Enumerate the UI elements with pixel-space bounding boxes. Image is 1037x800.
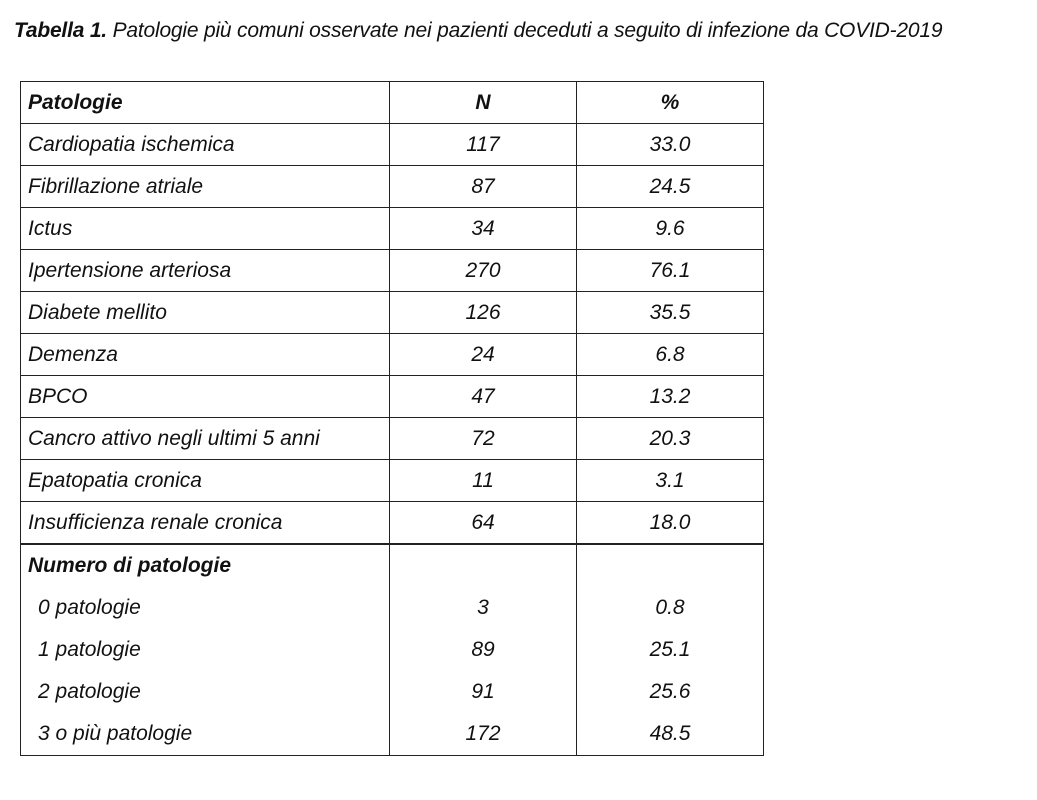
row-pathology-name: BPCO (21, 376, 390, 418)
caption-label: Tabella 1. (14, 19, 107, 42)
row-percent: 13.2 (577, 376, 764, 418)
row-percent: 20.3 (577, 418, 764, 460)
row-percent: 24.5 (577, 166, 764, 208)
row-count: 64 (390, 502, 577, 545)
section-empty-cell (577, 544, 764, 587)
row-count: 34 (390, 208, 577, 250)
row-pathology-name: Fibrillazione atriale (21, 166, 390, 208)
row-percent: 3.1 (577, 460, 764, 502)
table-row (21, 418, 764, 460)
table-row (21, 460, 764, 502)
row-percent: 76.1 (577, 250, 764, 292)
section-row (21, 713, 764, 756)
section-row-count: 3 (390, 587, 577, 629)
pathologies-table (20, 81, 764, 756)
table-row (21, 334, 764, 376)
header-percent: % (577, 82, 764, 124)
row-percent: 6.8 (577, 334, 764, 376)
row-count: 87 (390, 166, 577, 208)
section-row-label: 0 patologie (21, 587, 390, 629)
row-count: 24 (390, 334, 577, 376)
table-row (21, 208, 764, 250)
row-pathology-name: Ipertensione arteriosa (21, 250, 390, 292)
section-row-count: 89 (390, 629, 577, 671)
section-row-percent: 25.1 (577, 629, 764, 671)
section-row (21, 629, 764, 671)
row-percent: 33.0 (577, 124, 764, 166)
row-count: 47 (390, 376, 577, 418)
section-row-label: 1 patologie (21, 629, 390, 671)
table-row (21, 166, 764, 208)
row-count: 270 (390, 250, 577, 292)
section-row (21, 671, 764, 713)
section-title: Numero di patologie (21, 544, 390, 587)
row-pathology-name: Epatopatia cronica (21, 460, 390, 502)
caption-text: Patologie più comuni osservate nei pazienti deceduti a seguito di infezione da COVID-2019 (112, 19, 943, 42)
table-row (21, 250, 764, 292)
section-row-count: 172 (390, 713, 577, 756)
table-row (21, 376, 764, 418)
table-row (21, 124, 764, 166)
row-percent: 9.6 (577, 208, 764, 250)
row-pathology-name: Diabete mellito (21, 292, 390, 334)
section-empty-cell (390, 544, 577, 587)
table-row (21, 502, 764, 545)
row-pathology-name: Cardiopatia ischemica (21, 124, 390, 166)
table-header-row (21, 82, 764, 124)
section-row-label: 2 patologie (21, 671, 390, 713)
row-pathology-name: Ictus (21, 208, 390, 250)
section-row (21, 587, 764, 629)
row-percent: 35.5 (577, 292, 764, 334)
row-percent: 18.0 (577, 502, 764, 545)
header-n: N (390, 82, 577, 124)
row-count: 11 (390, 460, 577, 502)
row-pathology-name: Insufficienza renale cronica (21, 502, 390, 545)
section-row-percent: 25.6 (577, 671, 764, 713)
row-pathology-name: Cancro attivo negli ultimi 5 anni (21, 418, 390, 460)
section-row-label: 3 o più patologie (21, 713, 390, 756)
section-row-percent: 0.8 (577, 587, 764, 629)
section-header-row (21, 544, 764, 587)
row-count: 126 (390, 292, 577, 334)
section-row-percent: 48.5 (577, 713, 764, 756)
table-row (21, 292, 764, 334)
section-row-count: 91 (390, 671, 577, 713)
row-count: 117 (390, 124, 577, 166)
table-caption (14, 19, 942, 43)
row-count: 72 (390, 418, 577, 460)
header-pathologies: Patologie (21, 82, 390, 124)
row-pathology-name: Demenza (21, 334, 390, 376)
